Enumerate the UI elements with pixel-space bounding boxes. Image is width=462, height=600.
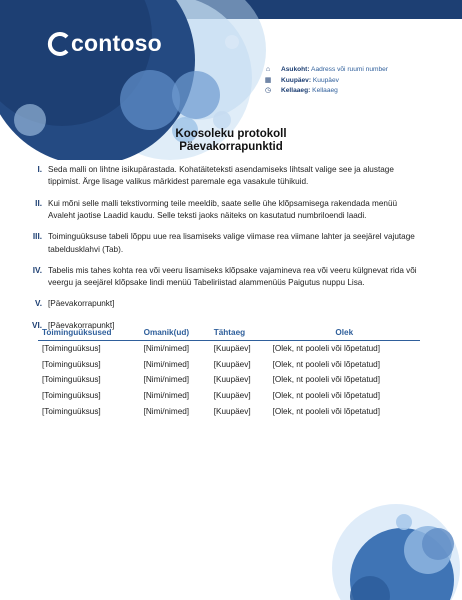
agenda-item-text: Seda malli on lihtne isikupärastada. Kohatäiteteksti asendamiseks lihtsalt valige see ja alustage tippimist. Ärge lisage valikus märkidest paremale ega vasakule tühikuid. <box>48 165 394 187</box>
meta-time-value: Kellaaeg <box>312 87 338 94</box>
logo-text: contoso <box>71 30 162 56</box>
agenda-item <box>24 231 424 256</box>
agenda-item-number: I. <box>37 165 42 174</box>
agenda-item <box>24 298 424 310</box>
agenda-list <box>24 164 424 341</box>
contoso-logo-icon <box>46 31 72 57</box>
agenda-item-text: Kui mõni selle malli tekstivorming teile meeldib, saate selle ühe klõpsamisega rakendada menüü Avaleht jaotise Laadid kaudu. Selle teksti jaoks näiteks on kasutatud numbriloendi laadi. <box>48 198 398 221</box>
meta-date <box>264 76 339 84</box>
table-cell[interactable]: [Kuupäev] <box>213 406 251 416</box>
logo-mark <box>46 31 72 57</box>
table-cell[interactable]: [Toiminguüksus] <box>42 344 101 354</box>
table-cell[interactable]: [Olek, nt pooleli või lõpetatud] <box>272 406 380 416</box>
agenda-item-number: II. <box>35 198 42 208</box>
clock-icon: ◷ <box>264 87 272 94</box>
table-row <box>38 388 420 404</box>
column-header-action-items: Toiminguüksused <box>38 325 140 341</box>
document-title: Koosoleku protokoll <box>175 128 287 140</box>
calendar-icon: ▦ <box>264 77 272 84</box>
column-header-status: Olek <box>269 325 420 341</box>
table-cell[interactable]: [Olek, nt pooleli või lõpetatud] <box>272 359 380 369</box>
table-row <box>38 372 420 388</box>
meta-time-label: Kellaaeg: <box>281 87 311 94</box>
agenda-item-text: Tabelis mis tahes kohta rea või veeru lisamiseks klõpsake vajamineva rea või veeru külgnevat rida või veergu ja seejärel klõpsake lindi menüü Tabeliriistad alammenüüs Paigutus nuppu Lisa. <box>48 265 417 288</box>
table-cell[interactable]: [Toiminguüksus] <box>42 359 101 369</box>
meta-location-label: Asukoht: <box>281 66 310 73</box>
meta-date-label: Kuupäev: <box>281 77 312 84</box>
table-cell[interactable]: [Nimi/nimed] <box>143 359 190 369</box>
table-cell[interactable]: [Kuupäev] <box>213 344 251 354</box>
meta-location <box>264 66 388 73</box>
table-row <box>38 341 420 357</box>
table-cell[interactable]: [Toiminguüksus] <box>42 406 101 416</box>
table-cell[interactable]: [Nimi/nimed] <box>143 406 190 416</box>
table-cell[interactable]: [Olek, nt pooleli või lõpetatud] <box>272 344 380 354</box>
table-cell[interactable]: [Nimi/nimed] <box>143 344 190 354</box>
meta-location-value: Aadress või ruumi number <box>311 66 389 73</box>
agenda-item <box>24 265 424 290</box>
table-cell[interactable]: [Kuupäev] <box>213 359 251 369</box>
table-cell[interactable]: [Olek, nt pooleli või lõpetatud] <box>272 375 380 385</box>
agenda-item <box>24 198 424 223</box>
agenda-item-text: Toiminguüksuse tabeli lõppu uue rea lisamiseks valige viimase rea viimane lahter ja seejärel vajutage tabeldusklahvi (Tab). <box>48 232 415 254</box>
agenda-item-text: [Päevakorrapunkt] <box>48 299 115 309</box>
meta-time <box>264 86 338 94</box>
column-header-owners: Omanik(ud) <box>140 325 210 341</box>
document-subtitle: Päevakorrapunktid <box>179 141 283 153</box>
home-icon: ⌂ <box>265 66 271 73</box>
meta-date-value: Kuupäev <box>312 77 339 84</box>
table-cell[interactable]: [Kuupäev] <box>213 391 251 401</box>
table-cell[interactable]: [Kuupäev] <box>213 375 251 385</box>
table-header-row <box>38 325 420 341</box>
agenda-item-number: V. <box>35 299 42 309</box>
table-cell[interactable]: [Olek, nt pooleli või lõpetatud] <box>272 391 380 401</box>
agenda-item-text: [Päevakorrapunkt] <box>48 320 115 330</box>
agenda-item-number: IV. <box>32 265 42 275</box>
table-cell[interactable]: [Nimi/nimed] <box>143 391 190 401</box>
table-row <box>38 357 420 373</box>
agenda-item-number: III. <box>32 232 42 242</box>
agenda-item <box>24 164 424 189</box>
action-items-table <box>38 325 420 419</box>
column-header-due-date: Tähtaeg <box>210 325 269 341</box>
table-cell[interactable]: [Toiminguüksus] <box>42 375 101 385</box>
footer-decoration <box>310 500 462 600</box>
table-cell[interactable]: [Nimi/nimed] <box>143 375 190 385</box>
table-row <box>38 403 420 419</box>
table-cell[interactable]: [Toiminguüksus] <box>42 391 101 401</box>
agenda-item-number: VI. <box>31 320 42 330</box>
